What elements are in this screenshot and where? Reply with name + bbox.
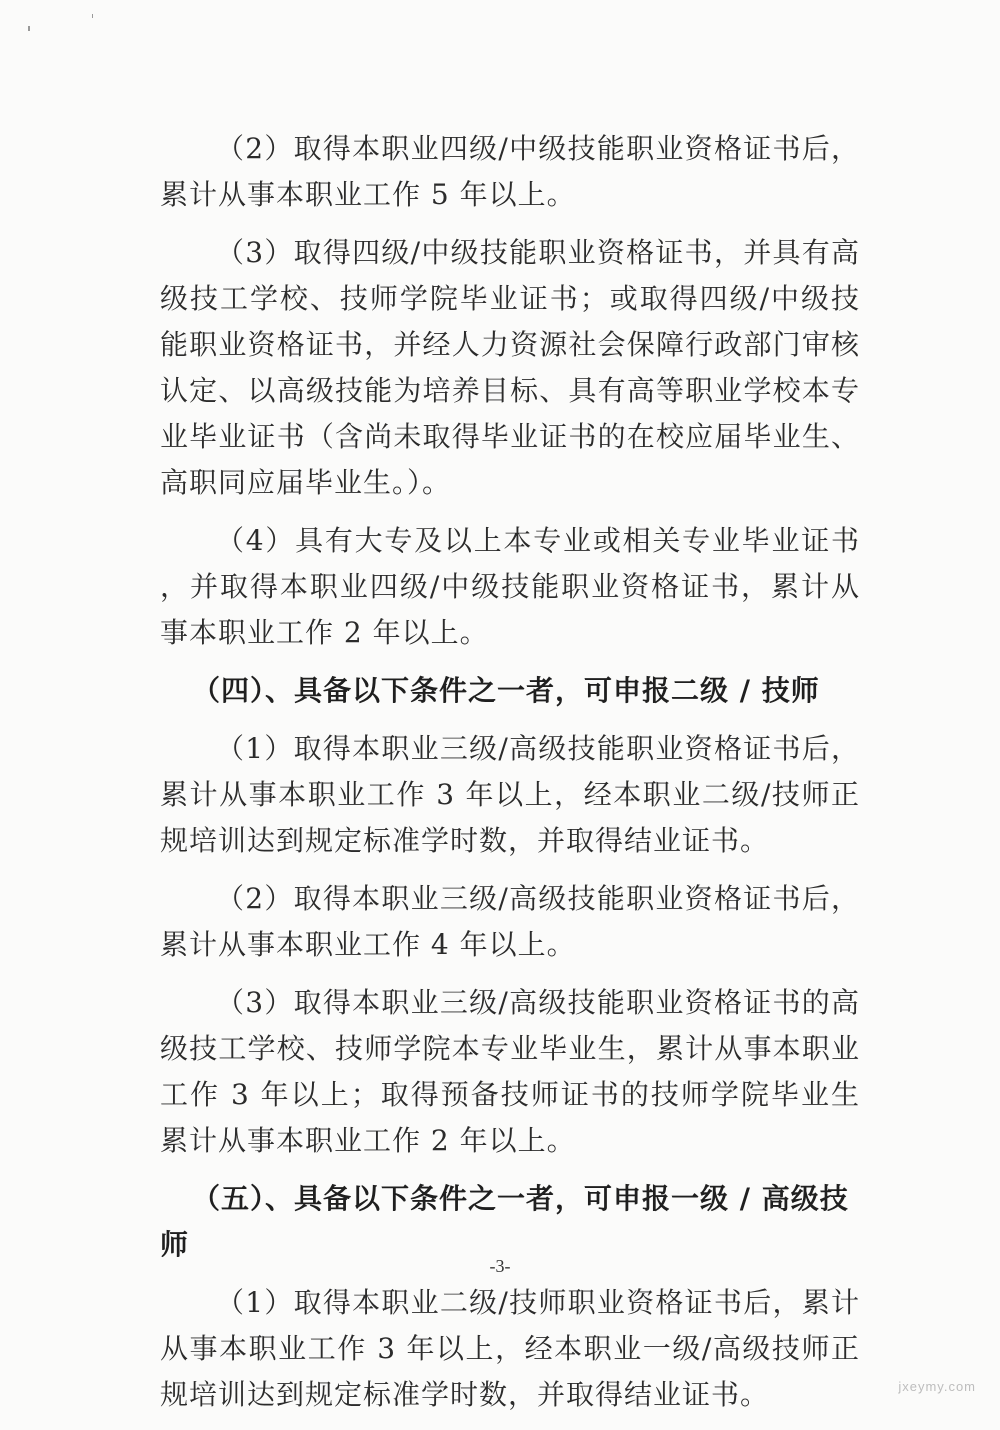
scan-speck bbox=[92, 14, 93, 18]
section-heading-level-2-technician: （四）、具备以下条件之一者，可申报二级 / 技师 bbox=[192, 674, 820, 707]
paragraph-1-training: （1）取得本职业三级/高级技能职业资格证书后，累计从事本职业工作 3 年以上，经本职业二级/技师正规培训达到规定标准学时数，并取得结业证书。 bbox=[160, 732, 860, 857]
section-heading-level-1-senior-technician: （五）、具备以下条件之一者，可申报一级 / 高级技师 bbox=[160, 1182, 849, 1261]
paragraph-3-graduates: （3）取得本职业三级/高级技能职业资格证书的高级技工学校、技师学院本专业毕业生，累计从事本职业工作 3 年以上；取得预备技师证书的技师学院毕业生累计从事本职业工作 2 年以上。 bbox=[160, 986, 860, 1157]
scan-speck bbox=[28, 26, 30, 31]
paragraph-1-senior-training: （1）取得本职业二级/技师职业资格证书后，累计从事本职业工作 3 年以上，经本职业一级/高级技师正规培训达到规定标准学时数，并取得结业证书。 bbox=[160, 1286, 860, 1411]
paragraph-4-college-degree: （4）具有大专及以上本专业或相关专业毕业证书 ，并取得本职业四级/中级技能职业资格证书，累计从事本职业工作 2 年以上。 bbox=[160, 524, 860, 649]
watermark: jxeymy.com bbox=[898, 1379, 976, 1394]
paragraph-3-technical-school: （3）取得四级/中级技能职业资格证书，并具有高级技工学校、技师学院毕业证书；或取得四级/中级技能职业资格证书，并经人力资源社会保障行政部门审核认定、以高级技能为培养目标、具有高等职业学校本专业毕业证书（含尚未取得毕业证书的在校应届毕业生、高职同应届毕业生。）。 bbox=[160, 236, 860, 499]
paragraph-2-five-years: （2）取得本职业四级/中级技能职业资格证书后，累计从事本职业工作 5 年以上。 bbox=[160, 132, 860, 211]
paragraph-2-four-years: （2）取得本职业三级/高级技能职业资格证书后，累计从事本职业工作 4 年以上。 bbox=[160, 882, 860, 961]
document-body bbox=[160, 126, 860, 1430]
page-number: -3- bbox=[489, 1256, 511, 1276]
